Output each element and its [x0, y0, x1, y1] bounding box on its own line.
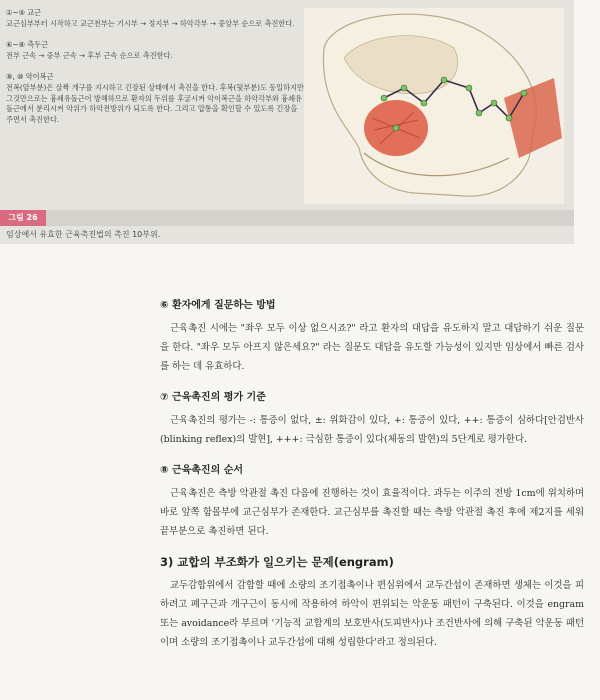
palpation-point	[441, 77, 447, 83]
legend-body: 전복(앞부분)은 살짝 개구를 지시하고 긴장된 상태에서 촉진을 한다. 후복(뒷부분)도 동일하지만 그것만으로는 흉쇄유돌근이 방해하므로 환자의 두위를 후굴시켜 악이복근을 하악각부와 흉쇄유돌근에서 분리시켜 악위가 하악전방위가 되도록 한다. 그리고 압통을 확인할 수 있도록 긴장을 주면서 촉진한다.	[6, 82, 304, 124]
legend-temporalis	[6, 40, 306, 61]
legend-body: 교근심부부터 시작하고 교근천부는 기시부 → 정지부 → 하악각부 → 중앙부 순으로 촉진한다.	[6, 18, 295, 28]
legend-title: ⑥~⑧ 측두근	[6, 40, 49, 50]
section-heading: ⑧ 근육촉진의 순서	[160, 465, 244, 476]
section-engram	[160, 553, 584, 652]
section-heading: ⑦ 근육촉진의 평가 기준	[160, 392, 266, 403]
palpation-point	[421, 100, 427, 106]
legend-body: 전부 근속 → 중부 근속 → 후부 근속 순으로 촉진한다.	[6, 50, 173, 60]
palpation-point	[476, 110, 482, 116]
palpation-point	[466, 85, 472, 91]
palpation-point	[401, 85, 407, 91]
palpation-point	[506, 115, 512, 121]
figure-legend	[6, 8, 306, 136]
section-body: 근육촉진 시에는 "좌우 모두 이상 없으시죠?" 라고 환자의 대답을 유도하지 말고 대답하기 쉬운 질문을 한다. "좌우 모두 아프지 않은세요?" 라는 질문도 대답을 유도할 가능성이 있지만 임상에서 빠른 검사를 하는 데 유효하다.	[160, 323, 584, 372]
section-heading: 3) 교합의 부조화가 일으키는 문제(engram)	[160, 555, 394, 569]
legend-title: ⑨, ⑩ 악이복근	[6, 72, 54, 82]
skull-illustration	[304, 8, 564, 204]
legend-title: ①~⑤ 교근	[6, 8, 42, 17]
section-evaluation-criteria	[160, 388, 584, 449]
palpation-point	[491, 100, 497, 106]
figure-caption: 임상에서 유효한 근육촉진법의 촉진 10부위.	[6, 230, 161, 239]
palpation-point	[393, 125, 399, 131]
section-body: 근육촉진의 평가는 -: 통증이 없다, ±: 위화감이 있다, +: 통증이 있다, ++: 통증이 심하다[안검반사(blinking reflex)의 발현], +++: 극심한 통증이 있다(체동의 발현)의 5단계로 평가한다.	[160, 415, 584, 445]
section-palpation-order	[160, 461, 584, 541]
legend-masseter	[6, 8, 306, 29]
section-heading: ⑥ 환자에게 질문하는 방법	[160, 300, 276, 311]
figure-number: 그림 26	[0, 210, 46, 226]
palpation-point	[381, 95, 387, 101]
caption-bar	[0, 210, 574, 226]
figure-panel	[0, 0, 574, 244]
section-body: 근육촉진은 측방 악관절 촉진 다음에 진행하는 것이 효율적이다. 과두는 이주의 전방 1cm에 위치하며 바로 앞쪽 함몰부에 교근심부가 존재한다. 교근심부를 촉진할 때는 측방 악관절 촉진 후에 제2지를 세워 끝부분으로 촉진하면 된다.	[160, 488, 584, 537]
main-text	[160, 296, 584, 664]
legend-digastric	[6, 72, 306, 125]
palpation-point	[521, 90, 527, 96]
section-body: 교두감합위에서 감합할 때에 소량의 조기접촉이나 편심위에서 교두간섭이 존재하면 생체는 이것을 피하려고 폐구근과 개구근이 동시에 작용하여 하악이 편위되는 악운동 패턴이 구축된다. 이것을 engram 또는 avoidance라 부르며 '기능적 교합계의 보호반사(도피반사)나 조건반사에 의해 구축된 악운동 패턴이며 소량의 조기접촉이나 교두간섭에 대해 성립한다'라고 정의된다.	[160, 580, 584, 648]
section-question-method	[160, 296, 584, 376]
